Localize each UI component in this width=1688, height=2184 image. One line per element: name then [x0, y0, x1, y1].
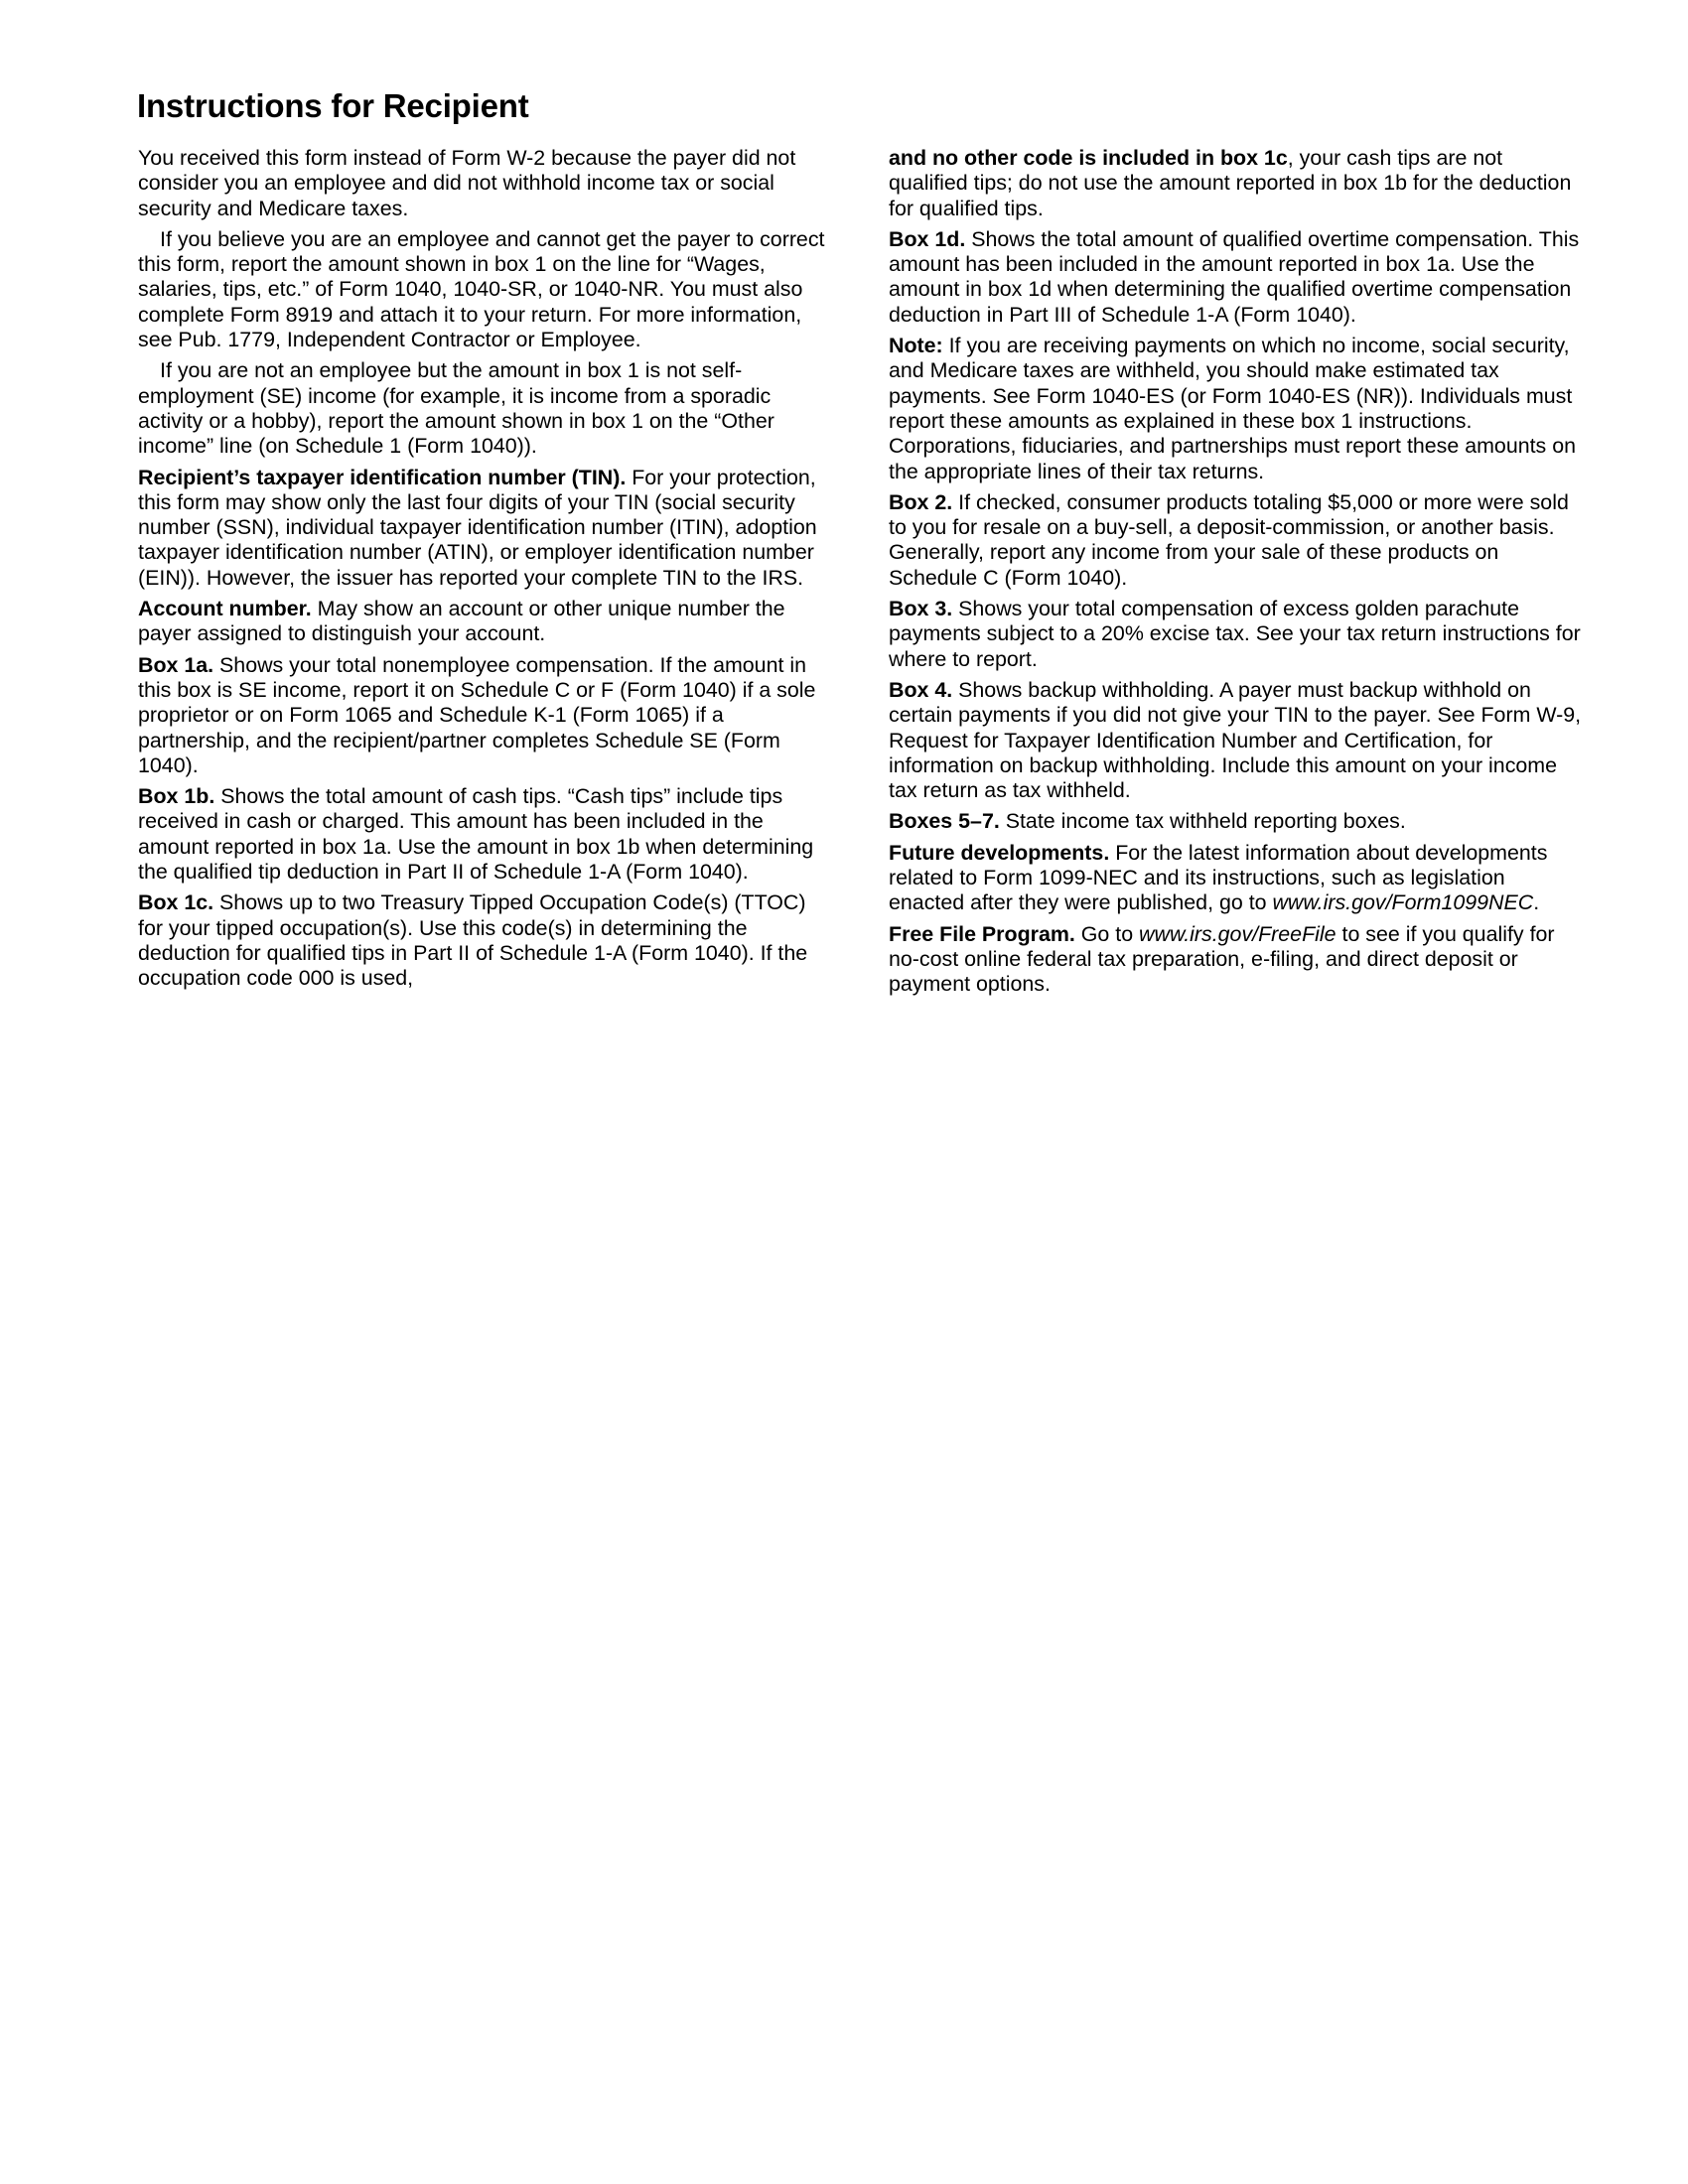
future-developments-heading: Future developments.	[889, 840, 1110, 865]
box1c-text: Shows up to two Treasury Tipped Occupation Code(s) (TTOC) for your tipped occupation(s). Use this code(s) in determining the deduction for qualified tips in Part II of Schedule 1-A (Form 1040). If the occupation code 000 is used,	[138, 890, 808, 991]
boxes5-7-heading: Boxes 5–7.	[889, 809, 1000, 834]
box1b-section	[138, 784, 833, 885]
box1a-section	[138, 653, 833, 778]
tin-section	[138, 466, 833, 591]
form1099nec-link[interactable]: www.irs.gov/Form1099NEC	[1272, 890, 1534, 915]
boxes5-7-section	[889, 809, 1584, 834]
page-title: Instructions for Recipient	[137, 87, 529, 124]
account-text: May show an account or other unique number the payer assigned to distinguish your account.	[138, 597, 785, 646]
box3-heading: Box 3.	[889, 597, 953, 621]
boxes5-7-text: State income tax withheld reporting boxes.	[999, 809, 1406, 834]
box1b-heading: Box 1b.	[138, 784, 215, 809]
account-heading: Account number.	[138, 597, 312, 621]
right-column	[889, 146, 1584, 1004]
future-developments-end: .	[1533, 890, 1540, 915]
non-employee-paragraph: If you are not an employee but the amount in box 1 is not self-employment (SE) income (for example, it is income from a sporadic activity or a hobby), report the amount shown in box 1 on the “Other income” line (on Schedule 1 (Form 1040)).	[138, 358, 774, 459]
box1c-continued-text: , your cash tips are not qualified tips; do not use the amount reported in box 1b for the deduction for qualified tips.	[889, 146, 1572, 220]
box1c-continued-heading: and no other code is included in box 1c	[889, 146, 1288, 170]
box1a-text: Shows your total nonemployee compensation. If the amount in this box is SE income, report it on Schedule C or F (Form 1040) if a sole proprietor or on Form 1065 and Schedule K-1 (Form 1065) if a partnership, and the recipient/partner completes Schedule SE (Form 1040).	[138, 652, 816, 777]
freefile-link[interactable]: www.irs.gov/FreeFile	[1139, 921, 1336, 946]
box1b-text: Shows the total amount of cash tips. “Cash tips” include tips received in cash or charged. This amount has been included in the amount reported in box 1a. Use the amount in box 1b when determining the qualified tip deduction in Part II of Schedule 1-A (Form 1040).	[138, 784, 814, 885]
employee-paragraph: If you believe you are an employee and cannot get the payer to correct this form, report the amount shown in box 1 on the line for “Wages, salaries, tips, etc.” of Form 1040, 1040-SR, or 1040-NR. You must also complete Form 8919 and attach it to your return. For more information, see Pub. 1779, Independent Contractor or Employee.	[138, 226, 825, 352]
box2-text: If checked, consumer products totaling $5,000 or more were sold to you for resale on a buy-sell, a deposit-commission, or another basis. Generally, report any income from your sale of these products on Schedule C (Form 1040).	[889, 489, 1569, 590]
box3-text: Shows your total compensation of excess golden parachute payments subject to a 20% excise tax. See your tax return instructions for where to report.	[889, 597, 1581, 671]
free-file-section	[889, 922, 1584, 998]
box4-section	[889, 678, 1584, 803]
box1c-heading: Box 1c.	[138, 890, 214, 915]
box1d-heading: Box 1d.	[889, 226, 966, 251]
free-file-text-1: Go to	[1074, 921, 1140, 946]
intro-paragraph: You received this form instead of Form W-2 because the payer did not consider you an employee and did not withhold income tax or social security and Medicare taxes.	[138, 146, 796, 220]
future-developments-section	[889, 841, 1584, 916]
note-heading: Note:	[889, 334, 943, 358]
note-text: If you are receiving payments on which no income, social security, and Medicare taxes are withheld, you should make estimated tax payments. See Form 1040-ES (or Form 1040-ES (NR)). Individuals must report these amounts as explained in these box 1 instructions. Corporations, fiduciaries, and partnerships must report these amounts on the appropriate lines of their tax returns.	[889, 334, 1576, 483]
free-file-heading: Free File Program.	[889, 921, 1075, 946]
box1d-section	[889, 227, 1584, 328]
box4-text: Shows backup withholding. A payer must backup withhold on certain payments if you did not give your TIN to the payer. See Form W-9, Request for Taxpayer Identification Number and Certification, for information on backup withholding. Include this amount on your income tax return as tax withheld.	[889, 677, 1582, 803]
box3-section	[889, 597, 1584, 672]
box4-heading: Box 4.	[889, 677, 953, 702]
free-file-text-2: to see if you qualify for no-cost online federal tax preparation, e-filing, and direct deposit or payment options.	[889, 921, 1555, 997]
note-section	[889, 334, 1584, 484]
box1a-heading: Box 1a.	[138, 652, 214, 677]
box1c-continued	[889, 146, 1584, 221]
left-column	[138, 146, 833, 998]
account-section	[138, 597, 833, 647]
box1c-section	[138, 890, 833, 991]
box2-section	[889, 490, 1584, 591]
box2-heading: Box 2.	[889, 489, 953, 514]
future-developments-text: For the latest information about developments related to Form 1099-NEC and its instructions, such as legislation enacted after they were published, go to	[889, 840, 1548, 915]
tin-heading: Recipient’s taxpayer identification number (TIN).	[138, 465, 627, 489]
box1d-text: Shows the total amount of qualified overtime compensation. This amount has been included in the amount reported in box 1a. Use the amount in box 1d when determining the qualified overtime compensation deduction in Part III of Schedule 1-A (Form 1040).	[889, 226, 1580, 327]
tin-text: For your protection, this form may show only the last four digits of your TIN (social security number (SSN), individual taxpayer identification number (ITIN), adoption taxpayer identification number (ATIN), or employer identification number (EIN)). However, the issuer has reported your complete TIN to the IRS.	[138, 465, 817, 590]
